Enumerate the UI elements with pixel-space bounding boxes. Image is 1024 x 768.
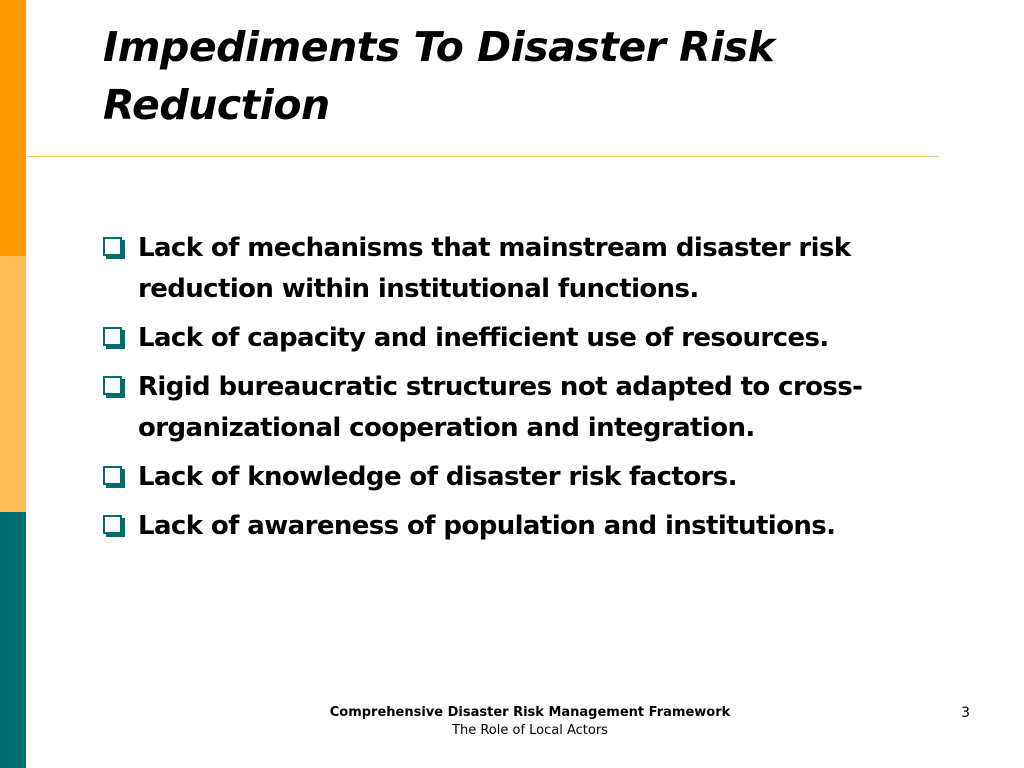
bullet-list [103,228,933,555]
checkbox-square-icon [103,515,122,534]
bullet-text: Lack of capacity and inefficient use of resources. [138,323,829,353]
footer [200,704,860,740]
slide-title-line-2: Reduction [103,81,330,129]
bullet-item [103,318,933,359]
footer-title: Comprehensive Disaster Risk Management Framework [329,705,731,720]
accent-bar-teal [0,512,26,768]
title-divider [26,156,939,157]
bullet-text: Lack of awareness of population and institutions. [138,511,836,541]
bullet-item [103,506,933,547]
bullet-item [103,367,933,449]
checkbox-square-icon [103,237,122,256]
bullet-item [103,457,933,498]
accent-bar-light-orange [0,256,26,512]
bullet-item [103,228,933,310]
accent-bar-orange [0,0,26,256]
bullet-text: Lack of mechanisms that mainstream disaster risk reduction within institutional functions. [138,233,851,304]
checkbox-square-icon [103,327,122,346]
footer-subtitle: The Role of Local Actors [452,723,608,738]
bullet-text: Rigid bureaucratic structures not adapted to cross-organizational cooperation and integration. [138,372,863,443]
bullet-text: Lack of knowledge of disaster risk factors. [138,462,737,492]
page-number: 3 [961,705,970,721]
slide-title-line-1: Impediments To Disaster Risk [103,23,775,71]
checkbox-square-icon [103,466,122,485]
checkbox-square-icon [103,376,122,395]
slide-title [103,18,923,134]
